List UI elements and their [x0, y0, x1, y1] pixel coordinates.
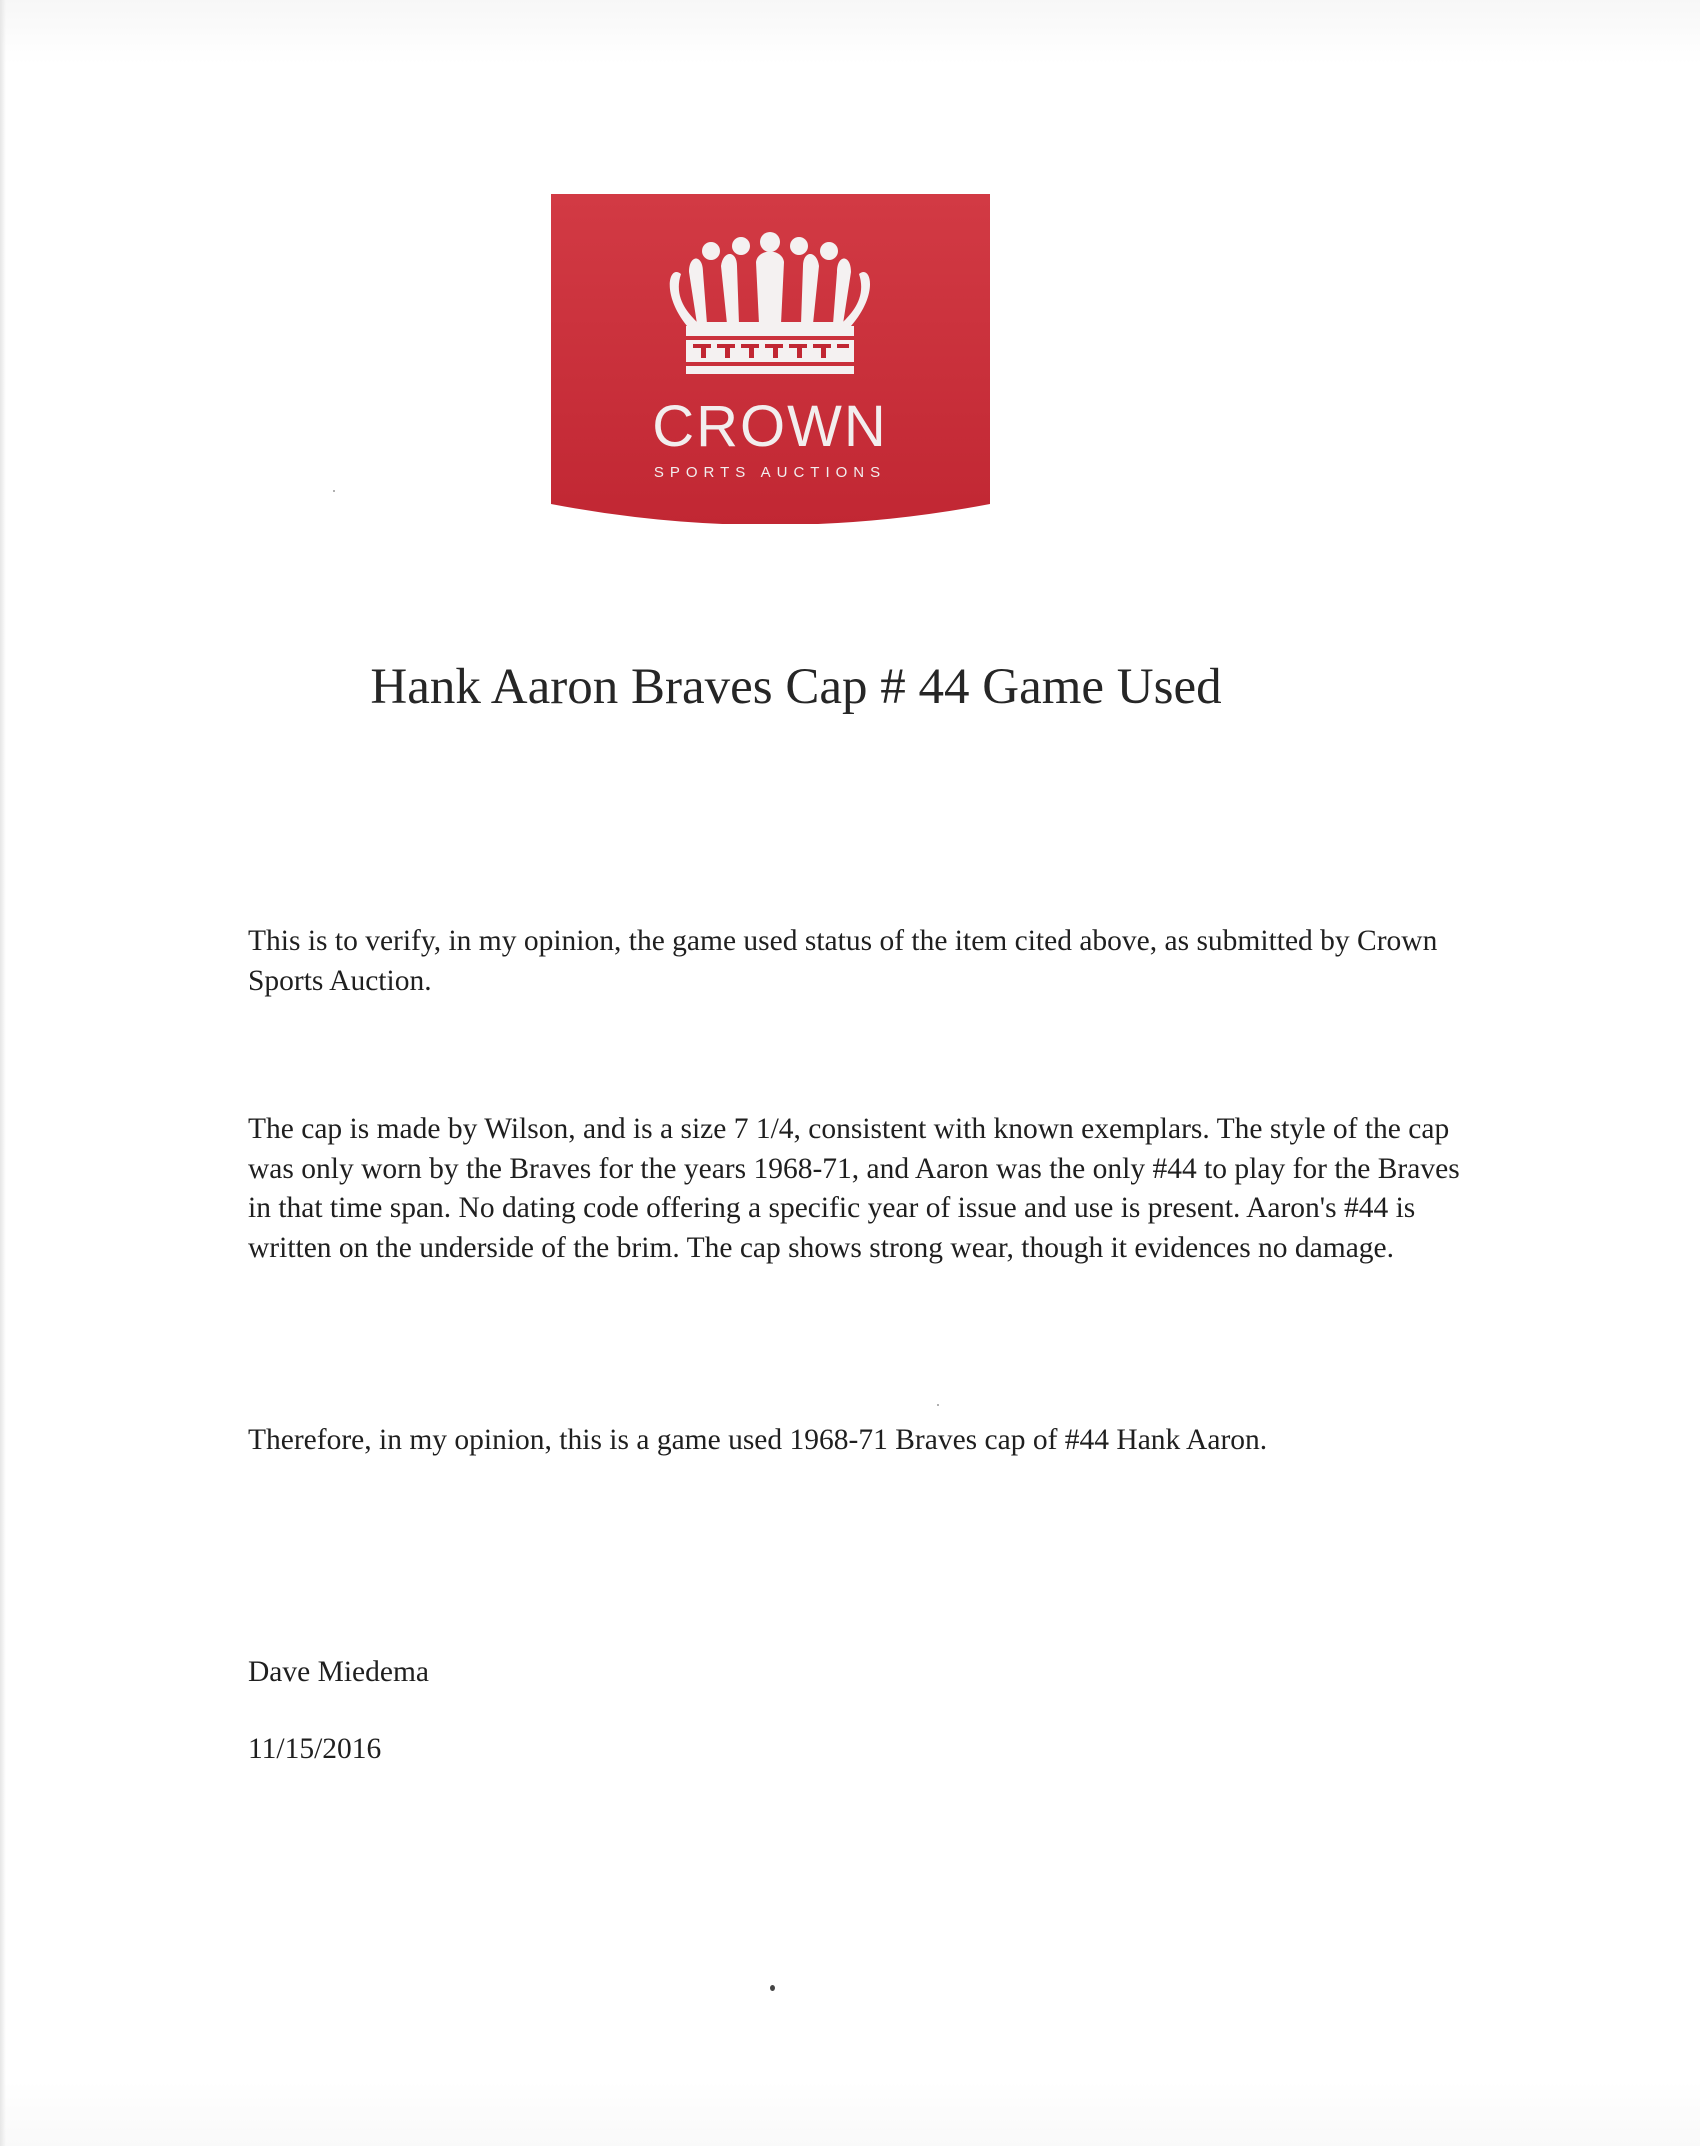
scan-speck — [937, 1404, 939, 1406]
scan-speck — [770, 1985, 775, 1991]
crown-sports-auctions-logo — [551, 194, 990, 524]
scan-speck — [333, 490, 335, 492]
signer-name: Dave Miedema — [248, 1656, 430, 1688]
logo-tagline: SPORTS AUCTIONS — [653, 464, 887, 481]
verification-paragraph: This is to verify, in my opinion, the game used status of the item cited above, as submitted by Crown Sports Auction. — [248, 925, 1438, 997]
conclusion-paragraph: Therefore, in my opinion, this is a game used 1968-71 Braves cap of #44 Hank Aaron. — [248, 1424, 1268, 1456]
signature-date: 11/15/2016 — [248, 1733, 382, 1765]
document-title: Hank Aaron Braves Cap # 44 Game Used — [370, 659, 1222, 715]
description-paragraph: The cap is made by Wilson, and is a size 7 1/4, consistent with known exemplars. The style of the cap was only worn by the Braves for the years 1968-71, and Aaron was the only #44 to play for the Braves in that time span. No dating code offering a specific year of issue and use is present. Aaron's #44 is written on the underside of the brim. The cap shows strong wear, though it evidences no damage. — [248, 1113, 1460, 1264]
logo-brand-name: CROWN — [652, 394, 888, 459]
scan-edge-shadow — [0, 0, 6, 2146]
